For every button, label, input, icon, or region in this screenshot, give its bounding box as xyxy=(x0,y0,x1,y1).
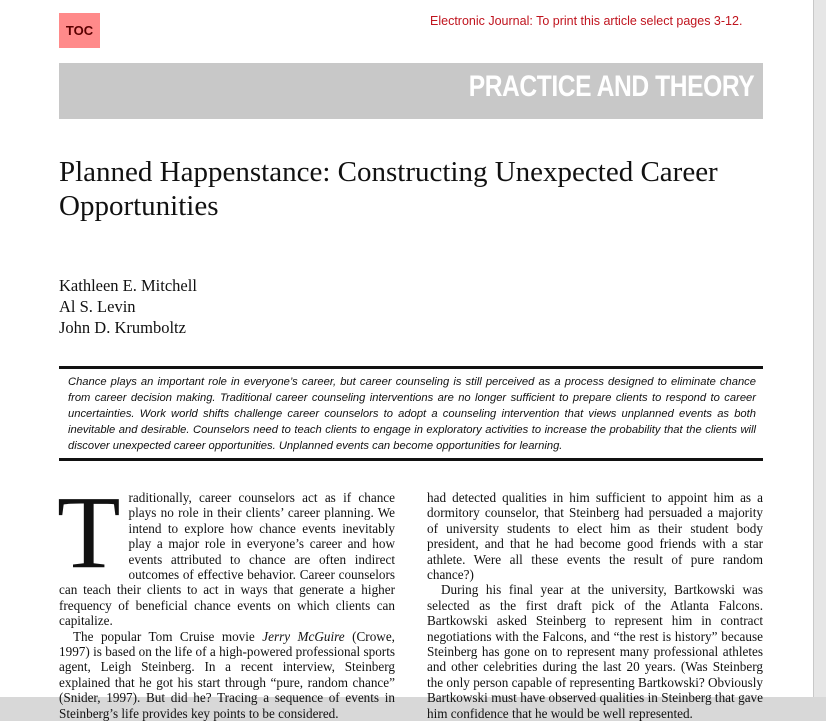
section-banner xyxy=(59,63,763,119)
paragraph-text: The popular Tom Cruise movie xyxy=(73,628,263,644)
body-paragraph: had detected qualities in him sufficient to appoint him as a dormitory counselor, that Steinberg had persuaded a majority of university students to elect him as their student body president, and that he had become good friends with a star athlete. Were all these events the result of pure random chance?) xyxy=(427,490,763,583)
author-list xyxy=(59,275,197,338)
body-paragraph xyxy=(59,629,395,721)
paragraph-text: (Crowe, 1997) is based on the life of a high-powered professional sports agent, Leigh Steinberg. In a recent interview, Steinberg explained that he got his start through “pure, random chance” (Snider, 1997). But did he? Tracing a sequence of events in Steinberg’s life provides key points to be considered. xyxy=(59,628,395,721)
section-banner-label: PRACTICE AND THEORY xyxy=(468,70,754,103)
drop-cap: T xyxy=(57,475,121,590)
toc-button[interactable]: TOC xyxy=(59,13,100,48)
body-column-left xyxy=(57,475,395,721)
abstract-bottom-rule xyxy=(59,458,763,461)
paragraph-text: raditionally, career counselors act as if chance plays no role in their clients’ career planning. We intend to explore how chance events inevitably play a major role in everyone’s career and how events attributed to chance are often indirect outcomes of effective behavior. Career counselors can teach their clients to act in ways that generate a higher frequency of beneficial chance events on which clients can capitalize. xyxy=(59,490,395,629)
author-name: John D. Krumboltz xyxy=(59,318,186,337)
body-paragraph xyxy=(57,475,395,629)
body-paragraph: During his final year at the university, Bartkowski was selected as the first draft pick of the Atlanta Falcons. Bartkowski asked Steinberg to represent him in contract negotiations with the Falcons, and “the rest is history” because Steinberg has gone on to represent many professional athletes and other celebrities during the last 20 years. (Was Steinberg the only person capable of representing Bartkowski? Obviously Bartkowski must have observed qualities in Steinberg that gave him confidence that he would be well represented. xyxy=(427,582,763,721)
body-column-right xyxy=(427,490,763,721)
electronic-journal-note: Electronic Journal: To print this article select pages 3-12. xyxy=(430,14,743,28)
abstract-top-rule xyxy=(59,366,763,369)
abstract: Chance plays an important role in everyone’s career, but career counseling is still perceived as a process designed to eliminate chance from career decision making. Traditional career counseling interventions are no longer sufficient to prepare clients to respond to career uncertainties. Work world shifts challenge career counselors to adopt a counseling intervention that views unplanned events as both inevitable and desirable. Counselors need to teach clients to engage in exploratory activities to increase the probability that the clients will discover unexpected career opportunities. Unplanned events can become opportunities for learning. xyxy=(68,376,756,452)
author-name: Al S. Levin xyxy=(59,297,136,316)
viewer-scrollbar[interactable] xyxy=(813,0,826,697)
movie-title: Jerry McGuire xyxy=(262,628,345,644)
article-title: Planned Happenstance: Constructing Unexpected Career Opportunities xyxy=(59,156,718,222)
author-name: Kathleen E. Mitchell xyxy=(59,276,197,295)
